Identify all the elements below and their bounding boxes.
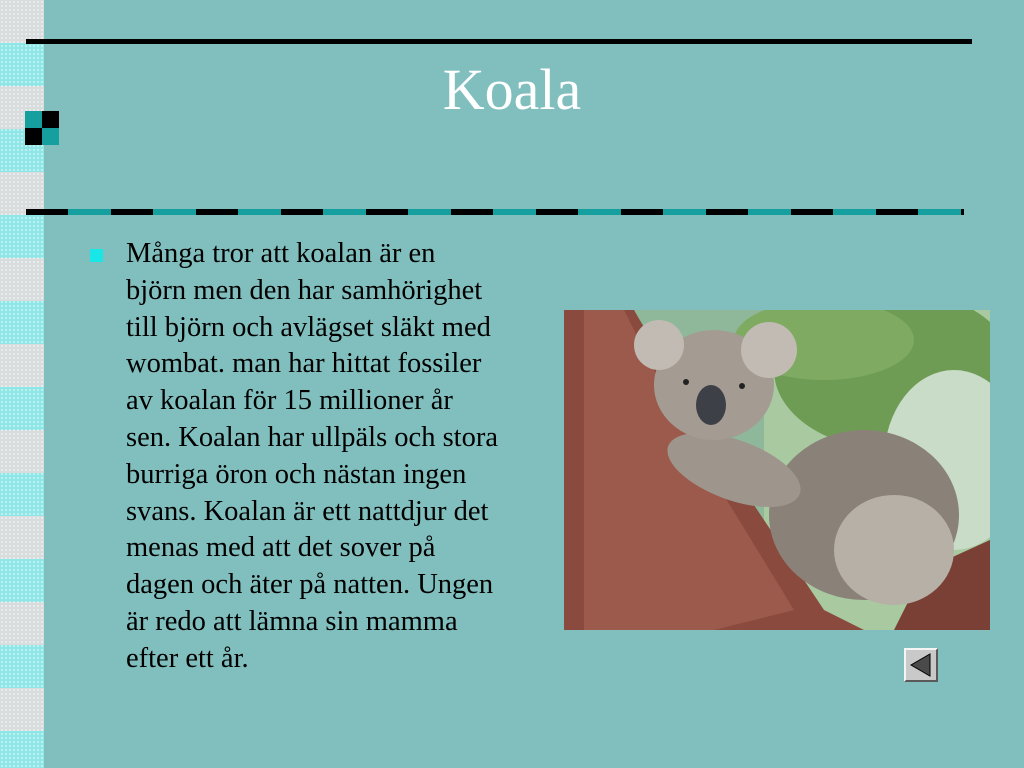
dashed-rule <box>26 209 964 215</box>
slide-body-text: Många tror att koalan är en björn men den har samhörighet till björn och avlägset släkt med wombat. man har hittat fossiler av koalan för 15 millioner år sen. Koalan har ullpäls och stora burriga öron och nästan ingen svans. Koalan är ett nattdjur det menas med att det sover på dagen och äter på natten. Ungen är redo att lämna sin mamma efter ett år. <box>126 238 498 674</box>
koala-photo <box>564 310 990 630</box>
slide-title: Koala <box>442 57 582 122</box>
square-bullet-icon <box>90 249 103 262</box>
back-button[interactable] <box>904 648 938 682</box>
back-triangle-icon <box>906 650 936 680</box>
top-rule <box>26 39 972 44</box>
